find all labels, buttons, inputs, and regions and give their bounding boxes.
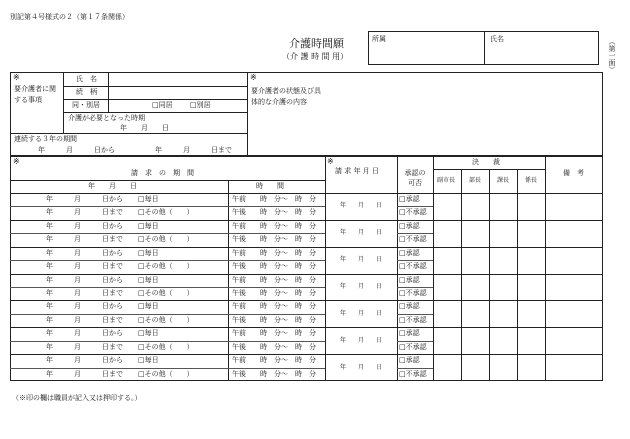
table-row-midline bbox=[10, 287, 325, 288]
col-line-decision-2 bbox=[489, 169, 490, 381]
am-time: 午前 時 分～ 時 分 bbox=[232, 221, 316, 230]
reject-checkbox[interactable]: □不承認 bbox=[399, 235, 427, 244]
table-row-midline bbox=[10, 314, 325, 315]
approve-checkbox[interactable]: □承認 bbox=[399, 195, 420, 203]
remarks-label: 備 考 bbox=[563, 169, 584, 177]
page-title: 介護時間願 bbox=[289, 37, 344, 50]
daily-checkbox[interactable]: □毎日 bbox=[138, 329, 159, 338]
care-row-line-1 bbox=[63, 86, 247, 87]
time-column-label: 時 間 bbox=[256, 182, 284, 190]
decision-header-line bbox=[433, 169, 545, 170]
chief-label: 係長 bbox=[525, 177, 538, 184]
col-line-period-req bbox=[325, 156, 326, 381]
table-mark-right: ※ bbox=[327, 157, 334, 166]
need-period-date: 年 月 日 bbox=[120, 124, 169, 132]
other-checkbox[interactable]: □その他（ ） bbox=[138, 235, 194, 244]
other-checkbox[interactable]: □その他（ ） bbox=[138, 262, 194, 271]
am-time: 午前 時 分～ 時 分 bbox=[232, 195, 316, 203]
daily-checkbox[interactable]: □毎日 bbox=[138, 275, 159, 284]
care-col-divider-3 bbox=[247, 72, 248, 156]
col-line-date-time bbox=[228, 180, 229, 381]
approval-midline bbox=[397, 260, 433, 261]
other-checkbox[interactable]: □その他（ ） bbox=[138, 342, 194, 351]
footer-note: （※印の欄は職員が記入又は押印する。） bbox=[12, 394, 142, 402]
request-date-label: 請 求 年 月 日 bbox=[335, 167, 379, 175]
pm-time: 午後 時 分～ 時 分 bbox=[232, 208, 316, 217]
dept-head-label: 部長 bbox=[469, 177, 482, 184]
table-row-line bbox=[10, 354, 603, 355]
period-from: 年 月 日から bbox=[46, 329, 123, 338]
request-date: 年 月 日 bbox=[340, 309, 383, 317]
pm-time: 午後 時 分～ 時 分 bbox=[232, 262, 316, 271]
reject-checkbox[interactable]: □不承認 bbox=[399, 369, 427, 378]
other-checkbox[interactable]: □その他（ ） bbox=[138, 208, 194, 217]
table-row-line bbox=[10, 220, 603, 221]
am-time: 午前 時 分～ 時 分 bbox=[232, 302, 316, 311]
am-time: 午前 時 分～ 時 分 bbox=[232, 275, 316, 284]
cohabit-checkbox[interactable]: □同居 bbox=[152, 101, 173, 109]
daily-checkbox[interactable]: □毎日 bbox=[138, 356, 159, 365]
period-from: 年 月 日から bbox=[46, 302, 123, 311]
care-row-line-2 bbox=[63, 99, 247, 100]
pm-time: 午後 時 分～ 時 分 bbox=[232, 289, 316, 297]
page-subtitle: （介 護 時 間 用） bbox=[282, 52, 349, 61]
pm-time: 午後 時 分～ 時 分 bbox=[232, 315, 316, 324]
period-to: 年 月 日まで bbox=[46, 289, 123, 297]
state-mark: ※ bbox=[250, 73, 257, 82]
approve-checkbox[interactable]: □承認 bbox=[399, 275, 420, 284]
approve-checkbox[interactable]: □承認 bbox=[399, 329, 420, 338]
affiliation-label: 所属 bbox=[372, 35, 386, 43]
period-from: 年 月 日から bbox=[46, 248, 123, 257]
daily-checkbox[interactable]: □毎日 bbox=[138, 221, 159, 230]
pm-time: 午後 時 分～ 時 分 bbox=[232, 342, 316, 351]
period-from: 年 月 日から bbox=[46, 356, 123, 365]
request-date: 年 月 日 bbox=[340, 336, 383, 344]
period-from: 年 月 日から bbox=[46, 195, 123, 203]
period-from: 年 月 日から bbox=[46, 221, 123, 230]
approval-midline bbox=[397, 341, 433, 342]
table-header-bottom bbox=[10, 193, 603, 194]
reject-checkbox[interactable]: □不承認 bbox=[399, 208, 427, 217]
table-row-midline bbox=[10, 260, 325, 261]
care-mark: ※ bbox=[13, 73, 20, 82]
care-row-line-3 bbox=[63, 112, 247, 113]
approve-checkbox[interactable]: □承認 bbox=[399, 356, 420, 365]
relation-field-label: 続 柄 bbox=[76, 88, 97, 96]
table-row-midline bbox=[10, 341, 325, 342]
col-line-decision-3 bbox=[517, 169, 518, 381]
consecutive-from: 年 月 日から bbox=[38, 146, 115, 154]
name-label: 氏名 bbox=[490, 35, 504, 43]
table-mark-left: ※ bbox=[13, 157, 20, 166]
care-col-divider-2 bbox=[108, 72, 109, 112]
reject-checkbox[interactable]: □不承認 bbox=[399, 289, 427, 297]
separate-checkbox[interactable]: □別居 bbox=[190, 101, 211, 109]
period-header-line bbox=[10, 180, 325, 181]
approval-label: 承認の可否 bbox=[404, 169, 426, 187]
request-date: 年 月 日 bbox=[340, 256, 383, 264]
approval-midline bbox=[397, 368, 433, 369]
period-to: 年 月 日まで bbox=[46, 342, 123, 351]
other-checkbox[interactable]: □その他（ ） bbox=[138, 369, 194, 378]
section-head-label: 課長 bbox=[497, 177, 510, 184]
col-line-approval-decision bbox=[433, 156, 434, 381]
approval-midline bbox=[397, 287, 433, 288]
col-line-decision-1 bbox=[461, 169, 462, 381]
period-to: 年 月 日まで bbox=[46, 315, 123, 324]
other-checkbox[interactable]: □その他（ ） bbox=[138, 315, 194, 324]
reject-checkbox[interactable]: □不承認 bbox=[399, 315, 427, 324]
page-side-label: （第一面） bbox=[608, 38, 616, 73]
need-period-label: 介護が必要となった時期 bbox=[68, 114, 145, 122]
affiliation-divider bbox=[484, 31, 485, 65]
decision-label: 決 裁 bbox=[472, 158, 500, 166]
request-date: 年 月 日 bbox=[340, 363, 383, 371]
date-column-label: 年 月 日 bbox=[88, 182, 137, 190]
daily-checkbox[interactable]: □毎日 bbox=[138, 195, 159, 203]
period-to: 年 月 日まで bbox=[46, 208, 123, 217]
approve-checkbox[interactable]: □承認 bbox=[399, 221, 420, 230]
pm-time: 午後 時 分～ 時 分 bbox=[232, 369, 316, 378]
period-to: 年 月 日まで bbox=[46, 235, 123, 244]
pm-time: 午後 時 分～ 時 分 bbox=[232, 235, 316, 244]
table-row-line bbox=[10, 274, 603, 275]
approve-checkbox[interactable]: □承認 bbox=[399, 248, 420, 257]
consecutive-to: 年 月 日まで bbox=[155, 146, 232, 154]
reject-checkbox[interactable]: □不承認 bbox=[399, 342, 427, 351]
am-time: 午前 時 分～ 時 分 bbox=[232, 248, 316, 257]
daily-checkbox[interactable]: □毎日 bbox=[138, 302, 159, 311]
request-period-label: 請 求 の 期 間 bbox=[131, 169, 194, 177]
cohabit-field-label: 同・別居 bbox=[72, 101, 100, 109]
deputy-head-label: 副市長 bbox=[437, 177, 456, 184]
col-line-decision-remarks bbox=[545, 156, 546, 381]
other-checkbox[interactable]: □その他（ ） bbox=[138, 289, 194, 297]
col-line-req-approval bbox=[397, 156, 398, 381]
approve-checkbox[interactable]: □承認 bbox=[399, 302, 420, 311]
am-time: 午前 時 分～ 時 分 bbox=[232, 329, 316, 338]
request-date: 年 月 日 bbox=[340, 229, 383, 237]
approval-midline bbox=[397, 314, 433, 315]
care-row-line-4 bbox=[10, 133, 247, 134]
consecutive-label: 連続する３年の期間 bbox=[14, 135, 77, 143]
period-from: 年 月 日から bbox=[46, 275, 123, 284]
name-field-label: 氏 名 bbox=[76, 75, 97, 83]
reject-checkbox[interactable]: □不承認 bbox=[399, 262, 427, 271]
table-row-line bbox=[10, 247, 603, 248]
request-date: 年 月 日 bbox=[340, 283, 383, 290]
form-id: 別記第４号様式の２（第１７条関係） bbox=[10, 13, 129, 21]
care-col-divider-1 bbox=[63, 72, 64, 133]
request-date: 年 月 日 bbox=[340, 202, 383, 210]
am-time: 午前 時 分～ 時 分 bbox=[232, 356, 316, 365]
table-row-midline bbox=[10, 368, 325, 369]
period-to: 年 月 日まで bbox=[46, 262, 123, 271]
care-recipient-label: 要介護者に関する事項 bbox=[14, 85, 56, 104]
daily-checkbox[interactable]: □毎日 bbox=[138, 248, 159, 257]
period-to: 年 月 日まで bbox=[46, 369, 123, 378]
state-label: 要介護者の状態及び具体的な介護の内容 bbox=[251, 87, 321, 106]
